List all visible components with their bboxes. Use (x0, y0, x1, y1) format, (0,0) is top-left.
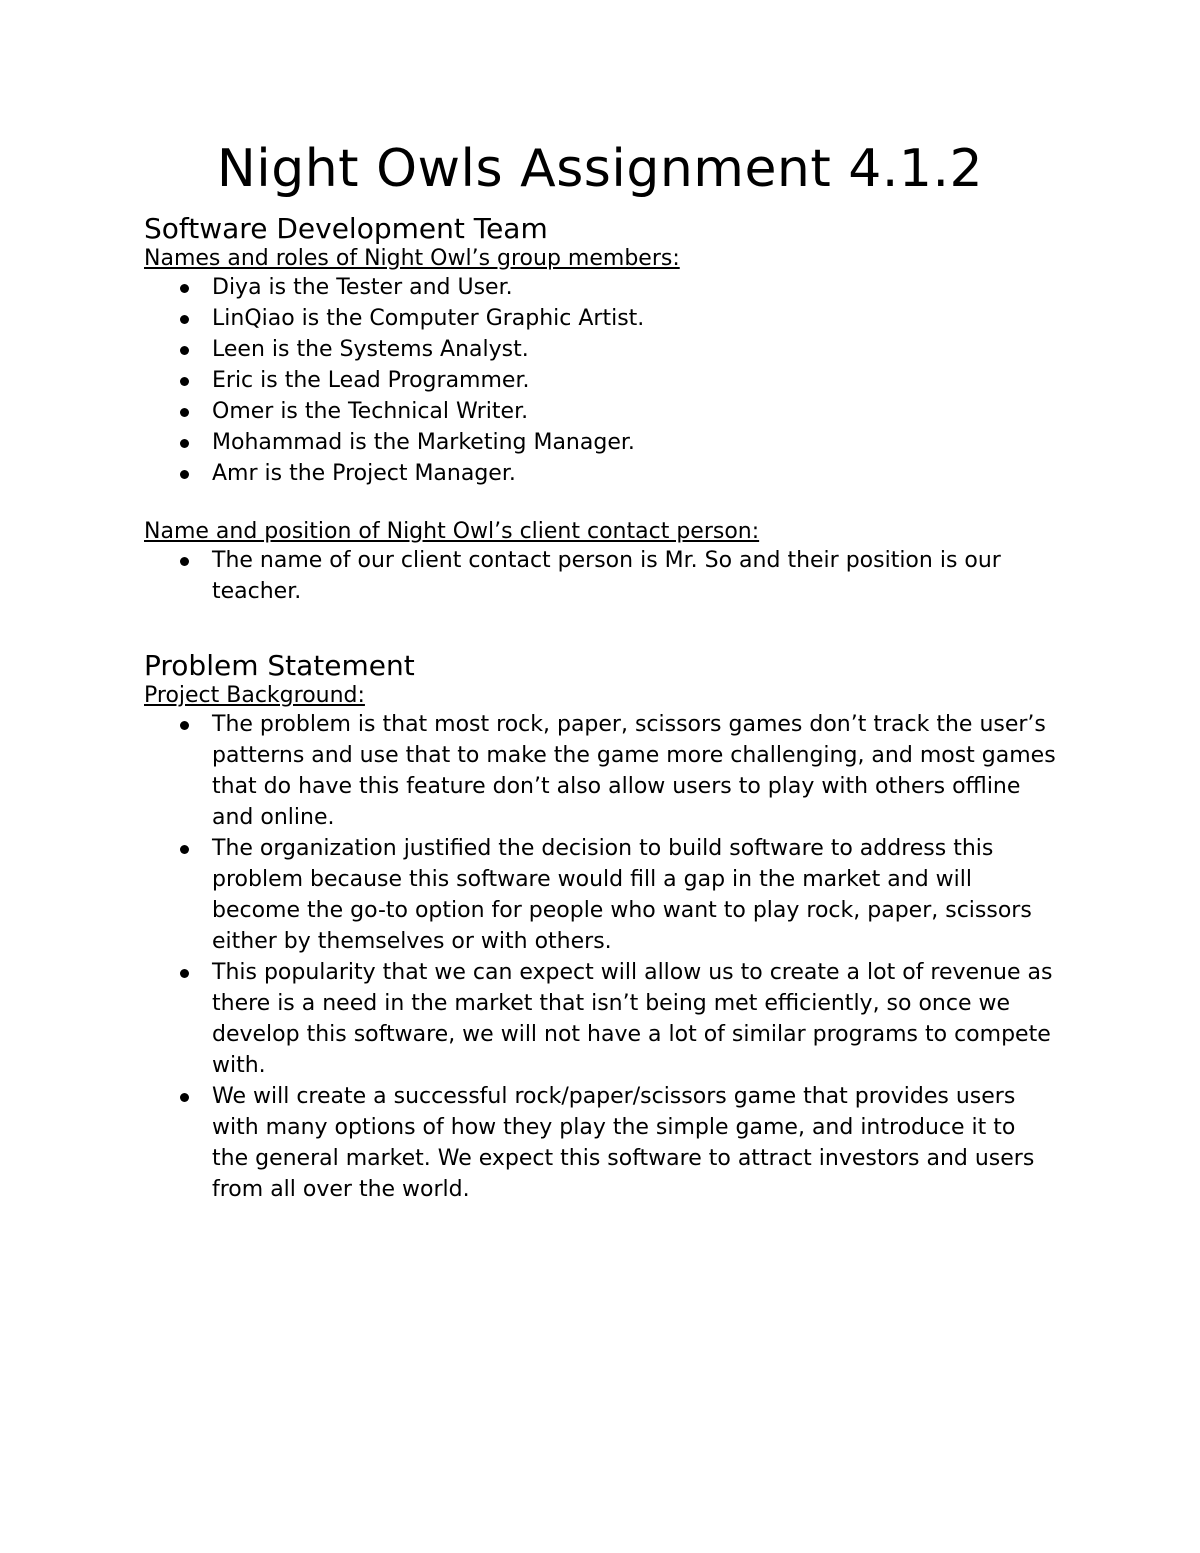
bullet-icon (180, 721, 189, 730)
contact-subheading: Name and position of Night Owl’s client contact person: (144, 519, 760, 544)
list-item (212, 957, 1056, 1081)
bullet-icon (180, 315, 189, 324)
list-item-text: Eric is the Lead Programmer. (212, 368, 530, 393)
spacer (144, 489, 1056, 519)
list-item-text: We will create a successful rock/paper/scissors game that provides users with many options of how they play the simple game, and introduce it to the general market. We expect this software to attract investors and users from all over the world. (212, 1084, 1035, 1202)
bullet-icon (180, 377, 189, 386)
list-item-text: LinQiao is the Computer Graphic Artist. (212, 306, 645, 331)
list-item (212, 365, 1056, 396)
section-heading-problem: Problem Statement (144, 649, 415, 682)
spacer (144, 607, 1056, 633)
bullet-icon (180, 346, 189, 355)
bullet-icon (180, 557, 189, 566)
background-subheading: Project Background: (144, 683, 365, 708)
list-item-text: Diya is the Tester and User. (212, 275, 513, 300)
bullet-icon (180, 845, 189, 854)
list-item (212, 833, 1056, 957)
list-item (212, 709, 1056, 833)
section-heading-team: Software Development Team (144, 212, 548, 245)
bullet-icon (180, 969, 189, 978)
list-item (212, 545, 1056, 607)
list-item-text: The organization justified the decision to build software to address this problem because this software would fill a gap in the market and will become the go-to option for people who want to play rock, paper, scissors either by themselves or with others. (212, 836, 1032, 954)
list-item (212, 1081, 1056, 1205)
document-title: Night Owls Assignment 4.1.2 (216, 139, 984, 199)
list-item (212, 458, 1056, 489)
bullet-icon (180, 408, 189, 417)
background-list (144, 709, 1056, 1205)
list-item (212, 272, 1056, 303)
bullet-icon (180, 1093, 189, 1102)
list-item-text: Leen is the Systems Analyst. (212, 337, 529, 362)
list-item-text: Mohammad is the Marketing Manager. (212, 430, 635, 455)
list-item-text: The problem is that most rock, paper, scissors games don’t track the user’s patterns and use that to make the game more challenging, and most games that do have this feature don’t also allow users to play with others offline and online. (212, 712, 1056, 830)
bullet-icon (180, 284, 189, 293)
members-list (144, 272, 1056, 489)
contact-list (144, 545, 1056, 607)
list-item-text: This popularity that we can expect will allow us to create a lot of revenue as there is a need in the market that isn’t being met efficiently, so once we develop this software, we will not have a lot of similar programs to compete with. (212, 960, 1053, 1078)
list-item-text: Amr is the Project Manager. (212, 461, 516, 486)
bullet-icon (180, 470, 189, 479)
list-item (212, 334, 1056, 365)
list-item-text: Omer is the Technical Writer. (212, 399, 529, 424)
bullet-icon (180, 439, 189, 448)
list-item (212, 303, 1056, 334)
list-item (212, 427, 1056, 458)
members-subheading: Names and roles of Night Owl’s group members: (144, 246, 680, 271)
list-item (212, 396, 1056, 427)
list-item-text: The name of our client contact person is Mr. So and their position is our teacher. (212, 548, 1001, 604)
